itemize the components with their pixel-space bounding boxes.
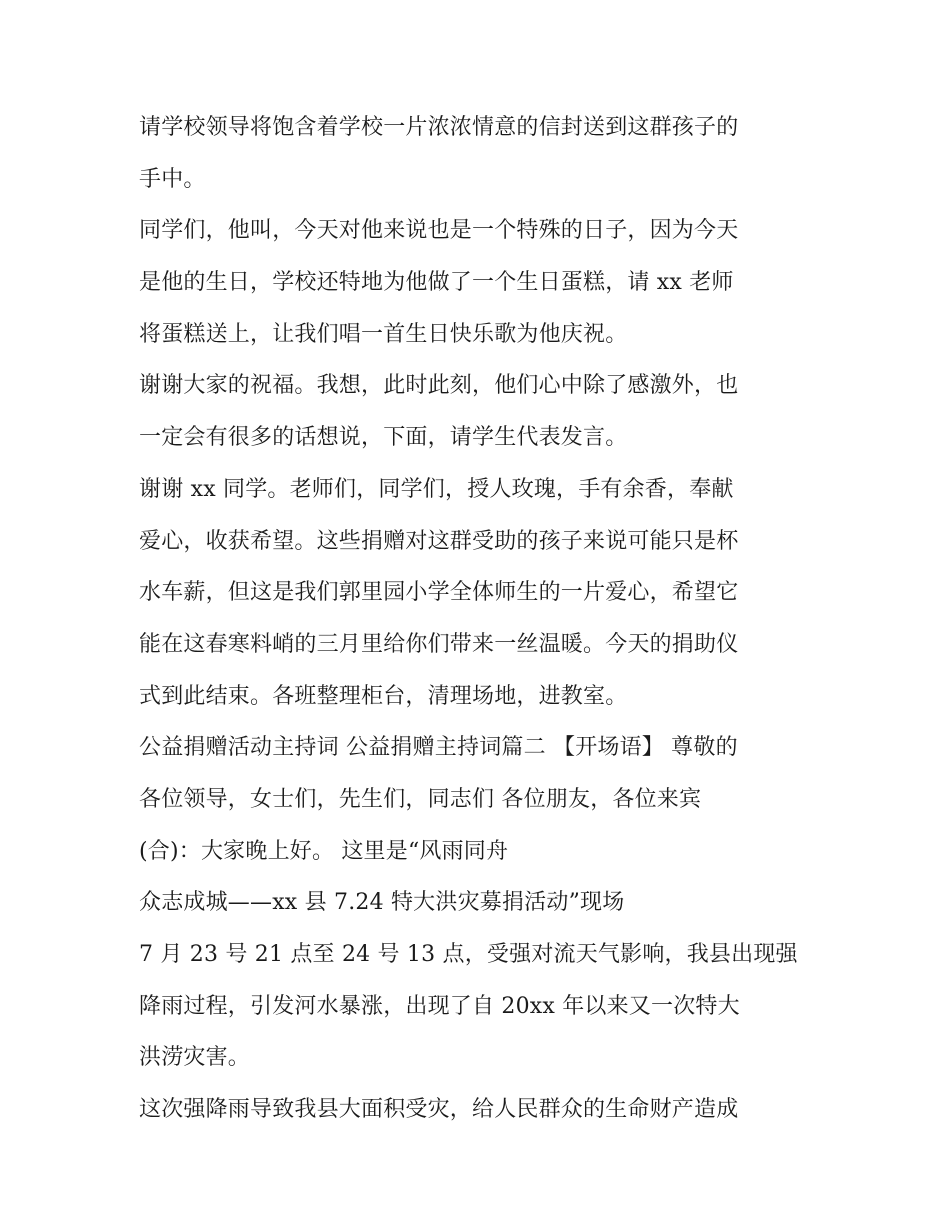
text-line: 众志成城——xx 县 7.24 特大洪灾募捐活动”现场 [139,890,625,916]
text-line: 洪涝灾害。 [139,1045,251,1071]
text-line: 式到此结束。各班整理柜台，清理场地，进教室。 [139,683,628,709]
text-line: 将蛋糕送上，让我们唱一首生日快乐歌为他庆祝。 [139,321,628,347]
text-line: 降雨过程，引发河水暴涨，出现了自 20xx 年以来又一次特大 [139,993,740,1019]
text-line: 谢谢 xx 同学。老师们，同学们，授人玫瑰，手有余香，奉献 [139,476,734,502]
text-line: 爱心，收获希望。这些捐赠对这群受助的孩子来说可能只是杯 [139,528,739,554]
document-body [139,102,819,1136]
text-line: 能在这春寒料峭的三月里给你们带来一丝温暖。今天的捐助仪 [139,631,739,657]
text-line: (合)：大家晚上好。 这里是“风雨同舟 [139,838,509,864]
text-line: 请学校领导将饱含着学校一片浓浓情意的信封送到这群孩子的 [139,115,739,140]
text-line: 7 月 23 号 21 点至 24 号 13 点，受强对流天气影响，我县出现强 [139,942,798,967]
text-line: 谢谢大家的祝福。我想，此时此刻，他们心中除了感激外，也 [139,373,739,399]
text-line: 公益捐赠活动主持词 公益捐赠主持词篇二 【开场语】 尊敬的 [139,735,738,761]
text-line: 是他的生日，学校还特地为他做了一个生日蛋糕，请 xx 老师 [139,270,734,296]
text-line: 手中。 [139,166,206,192]
text-line: 水车薪，但这是我们郭里园小学全体师生的一片爱心，希望它 [139,580,739,606]
text-line: 这次强降雨导致我县大面积受灾，给人民群众的生命财产造成 [139,1097,739,1123]
text-line: 同学们，他叫，今天对他来说也是一个特殊的日子，因为今天 [139,218,739,244]
text-line: 一定会有很多的话想说，下面，请学生代表发言。 [139,425,628,451]
text-line: 各位领导，女士们，先生们，同志们 各位朋友，各位来宾 [139,786,702,812]
